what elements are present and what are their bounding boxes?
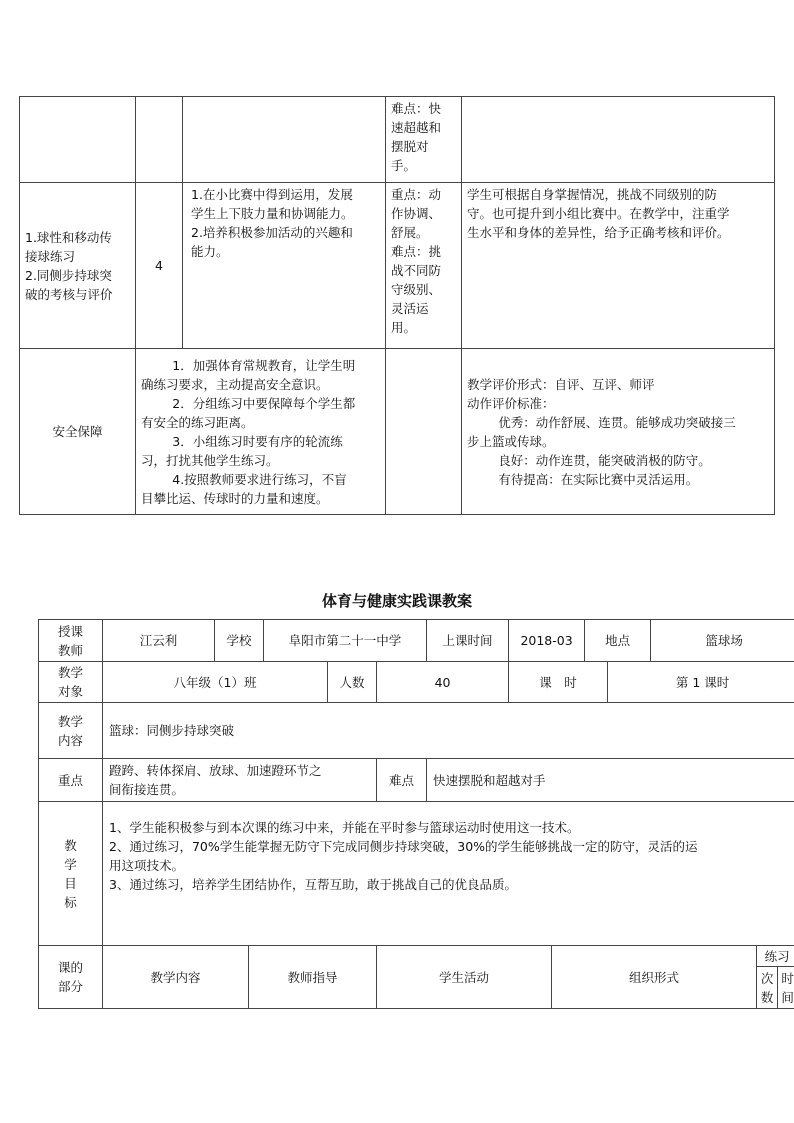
text-line: 优秀：动作舒展、连贯。能够成功突破接三 xyxy=(498,414,736,430)
text-line: 次 xyxy=(760,970,774,986)
text-line: 4.按照教师要求进行练习，不盲 xyxy=(172,471,347,487)
text-line: 良好：动作连贯，能突破消极的防守。 xyxy=(498,452,711,468)
column-header-content: 教学内容 xyxy=(103,946,249,1009)
column-header-times xyxy=(757,967,778,1009)
period-label: 课 时 xyxy=(509,662,608,703)
text-line: 摆脱对 xyxy=(391,139,429,154)
text-line: 难点：挑 xyxy=(391,244,442,259)
text-line: 教师 xyxy=(57,642,83,658)
difficulty-label: 难点 xyxy=(377,759,427,802)
target-label xyxy=(39,662,103,703)
school-value: 阜阳市第二十一中学 xyxy=(264,620,427,662)
cell-empty xyxy=(386,349,462,515)
text-line: 蹬跨、转体探肩、放球、加速蹬环节之 xyxy=(109,763,322,778)
table-row xyxy=(39,946,794,967)
period-value: 第 1 课时 xyxy=(608,662,794,703)
text-line: 习，打扰其他学生练习。 xyxy=(141,452,279,468)
text-line: 接球练习 xyxy=(25,248,76,264)
text-line: 学 xyxy=(64,856,77,872)
text-line: 1、学生能积极参与到本次课的练习中来，并能在平时参与篮球运动时使用这一技术。 xyxy=(109,820,580,835)
text-line: 3、通过练习，培养学生团结协作，互帮互助，敢于挑战自己的优良品质。 xyxy=(109,877,517,892)
text-line: 目攀比运、传球时的力量和速度。 xyxy=(141,490,329,506)
text-line: 战不同防 xyxy=(391,263,442,278)
text-line: 1.在小比赛中得到运用，发展 xyxy=(191,187,353,202)
time-label: 上课时间 xyxy=(427,620,509,662)
lesson-plan-table xyxy=(38,619,794,1009)
column-header-student: 学生活动 xyxy=(377,946,552,1009)
text-line: 学生上下肢力量和协调能力。 xyxy=(191,206,354,221)
text-line: 标 xyxy=(64,894,77,910)
table-row xyxy=(20,97,775,183)
text-line: 动作评价标准： xyxy=(467,395,555,411)
cell-empty xyxy=(183,97,386,183)
time-value: 2018-03 xyxy=(509,620,585,662)
text-line: 有安全的练习距离。 xyxy=(141,414,254,430)
goal-cell xyxy=(183,183,386,349)
key-label: 重点 xyxy=(39,759,103,802)
text-line: 1．加强体育常规教育，让学生明 xyxy=(172,357,356,373)
table-row xyxy=(39,620,794,662)
text-line: 作协调、 xyxy=(391,206,442,221)
column-header-practice: 练习 xyxy=(757,946,794,967)
part-label xyxy=(39,946,103,1009)
text-line: 2、通过练习，70%学生能掌握无防守下完成同侧步持球突破，30%的学生能够挑战一定的防守，灵活的运 xyxy=(109,839,698,854)
difficulty-value: 快速摆脱和超越对手 xyxy=(427,759,794,802)
text-line: 教学评价形式：自评、互评、师评 xyxy=(467,376,655,392)
cell-empty xyxy=(136,97,183,183)
safety-cell xyxy=(136,349,386,515)
text-line: 重点：动 xyxy=(391,187,442,202)
text-line: 部分 xyxy=(57,979,83,994)
text-line: 生水平和身体的差异性，给予正确考核和评价。 xyxy=(467,225,730,240)
place-label: 地点 xyxy=(585,620,651,662)
teacher-label xyxy=(39,620,103,662)
text-line: 1.球性和移动传 xyxy=(25,229,112,245)
safety-label: 安全保障 xyxy=(20,349,136,515)
text-line: 间衔接连贯。 xyxy=(109,782,185,797)
text-line: 教学 xyxy=(57,665,83,680)
text-line: 2.同侧步持球突 xyxy=(25,267,112,283)
text-line: 用。 xyxy=(391,320,417,335)
content-value: 篮球：同侧步持球突破 xyxy=(103,703,794,759)
text-line: 教学 xyxy=(57,713,83,729)
cell-empty xyxy=(20,97,136,183)
text-line: 难点：快 xyxy=(391,101,442,116)
content-cell xyxy=(20,183,136,349)
count-value: 40 xyxy=(377,662,509,703)
cell-empty xyxy=(462,97,775,183)
text-line: 速超越和 xyxy=(391,120,442,135)
text-line: 学生可根据自身掌握情况，挑战不同级别的防 xyxy=(467,187,718,202)
note-cell xyxy=(462,183,775,349)
teacher-value: 江云利 xyxy=(103,620,215,662)
school-label: 学校 xyxy=(215,620,264,662)
place-value: 篮球场 xyxy=(651,620,794,662)
text-line: 授课 xyxy=(57,623,83,639)
key-value xyxy=(103,759,377,802)
text-line: 能力。 xyxy=(191,244,229,259)
text-line: 破的考核与评价 xyxy=(25,286,113,302)
text-line: 教 xyxy=(64,837,77,853)
goal-value xyxy=(103,802,794,946)
column-header-duration xyxy=(778,967,794,1009)
text-line: 有待提高：在实际比赛中灵活运用。 xyxy=(498,471,699,487)
lesson-continuation-table xyxy=(19,96,775,515)
key-cell xyxy=(386,183,462,349)
text-line: 对象 xyxy=(57,684,83,699)
table-row xyxy=(39,802,794,946)
table-row xyxy=(39,703,794,759)
text-line: 内容 xyxy=(57,732,83,748)
goal-label xyxy=(39,802,103,946)
table-row xyxy=(20,183,775,349)
difficulty-cell xyxy=(386,97,462,183)
text-line: 目 xyxy=(64,875,77,891)
text-line: 确练习要求，主动提高安全意识。 xyxy=(141,376,329,392)
text-line: 守。也可提升到小组比赛中。在教学中，注重学 xyxy=(467,206,730,221)
column-header-organization: 组织形式 xyxy=(552,946,757,1009)
text-line: 灵活运 xyxy=(391,301,429,316)
target-value: 八年级（1）班 xyxy=(103,662,328,703)
column-header-teacher: 教师指导 xyxy=(249,946,377,1009)
text-line: 数 xyxy=(760,989,774,1005)
text-line: 时 xyxy=(781,970,794,986)
text-line: 守级别、 xyxy=(391,282,442,297)
count-cell: 4 xyxy=(136,183,183,349)
text-line: 2．分组练习中要保障每个学生都 xyxy=(172,395,356,411)
table-row xyxy=(39,759,794,802)
text-line: 3．小组练习时要有序的轮流练 xyxy=(172,433,343,449)
eval-cell xyxy=(462,349,775,515)
content-label xyxy=(39,703,103,759)
text-line: 用这项技术。 xyxy=(109,858,185,873)
page-title: 体育与健康实践课教案 xyxy=(321,592,472,610)
count-label: 人数 xyxy=(328,662,377,703)
table-row xyxy=(20,349,775,515)
text-line: 步上篮或传球。 xyxy=(467,433,555,449)
text-line: 舒展。 xyxy=(391,225,429,240)
table-row xyxy=(39,662,794,703)
text-line: 手。 xyxy=(391,158,417,173)
text-line: 课的 xyxy=(57,960,83,975)
text-line: 2.培养积极参加活动的兴趣和 xyxy=(191,225,353,240)
text-line: 间 xyxy=(781,989,794,1005)
